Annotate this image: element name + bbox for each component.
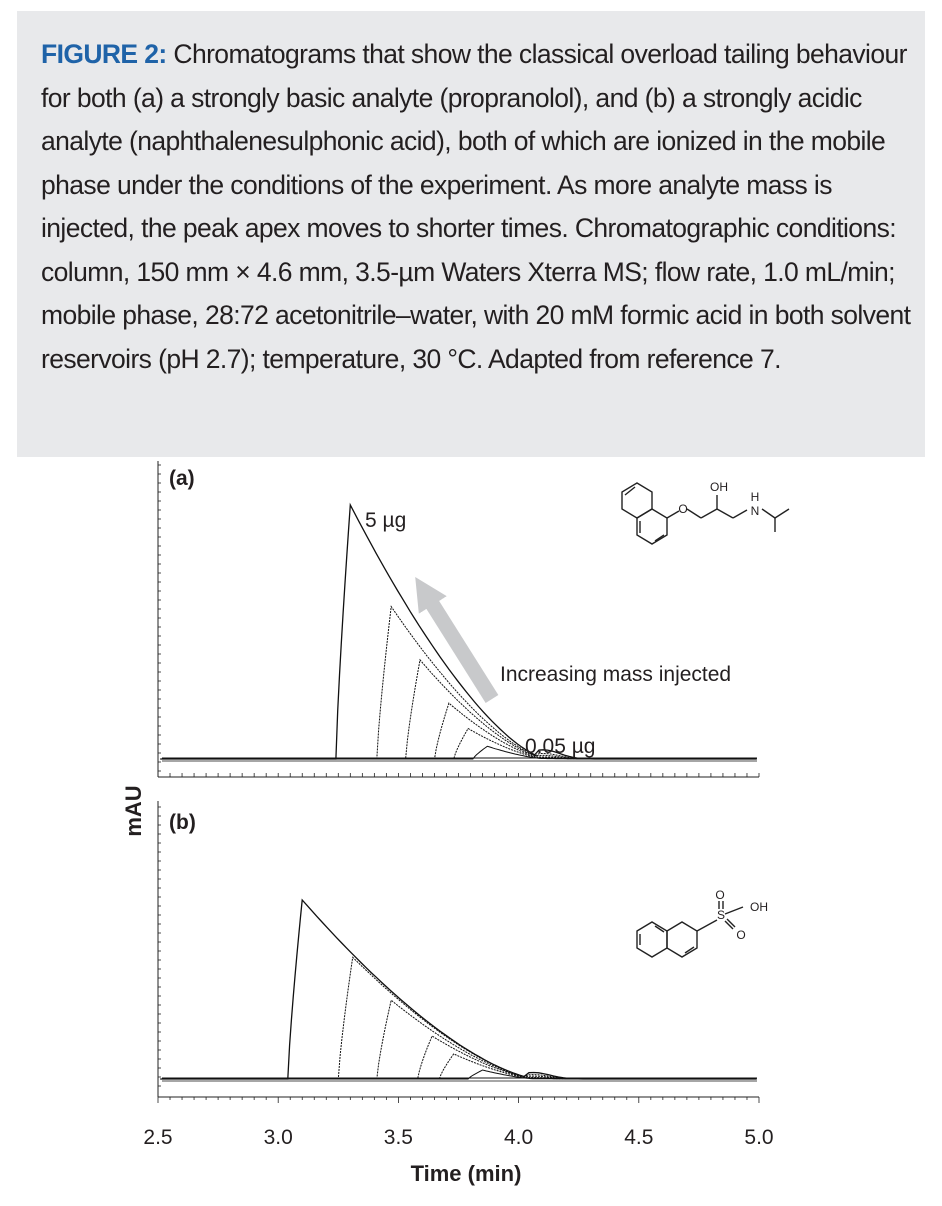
chromatogram-chart: [17, 443, 925, 1195]
nsa-oh: OH: [750, 900, 768, 914]
chromatogram-figure: [17, 443, 925, 1195]
x-tick-label-4-5: 4.5: [624, 1126, 654, 1149]
propranolol-o: O: [678, 502, 688, 516]
panel-label-a: (a): [169, 467, 195, 490]
caption-text: Chromatograms that show the classical overload tailing behaviour for both (a) a strongly basic analyte (propranolol), and (b) a strongly acidic analyte (naphthalenesulphonic acid), both of which are ionized in the mobile phase under the conditions of the experiment. As more analyte mass is injected, the peak apex moves to shorter times. Chromatographic conditions: column, 150 mm × 4.6 mm, 3.5-µm Waters Xterra MS; flow rate, 1.0 mL/min; mobile phase, 28:72 acetonitrile–water, with 20 mM formic acid in both solvent reservoirs (pH 2.7); temperature, 30 °C. Adapted from reference 7.: [41, 39, 911, 374]
nsa-s: S: [716, 908, 726, 922]
nsa-o-bottom: O: [736, 928, 746, 942]
annotation-5ug: 5 µg: [365, 509, 407, 532]
figure-label: FIGURE 2:: [41, 39, 167, 69]
panel-label-b: (b): [169, 811, 196, 834]
arrow-label: Increasing mass injected: [500, 663, 732, 686]
propranolol-oh: OH: [710, 480, 728, 494]
plot-background: [17, 457, 925, 1195]
annotation-0-05ug: 0.05 µg: [525, 735, 596, 758]
propranolol-n: N: [750, 504, 760, 518]
y-axis-label: mAU: [121, 785, 146, 837]
propranolol-h: H: [750, 490, 760, 504]
figure-caption: [41, 33, 911, 381]
x-tick-label-3-5: 3.5: [383, 1126, 414, 1149]
x-axis-label: Time (min): [410, 1161, 522, 1186]
nsa-o-top: O: [715, 888, 725, 902]
x-tick-label-5-0: 5.0: [744, 1126, 774, 1149]
x-tick-label-3-0: 3.0: [263, 1126, 293, 1149]
figure-panel: [17, 11, 925, 1195]
x-tick-label-4-0: 4.0: [503, 1126, 534, 1149]
x-tick-label-2-5: 2.5: [143, 1126, 173, 1149]
